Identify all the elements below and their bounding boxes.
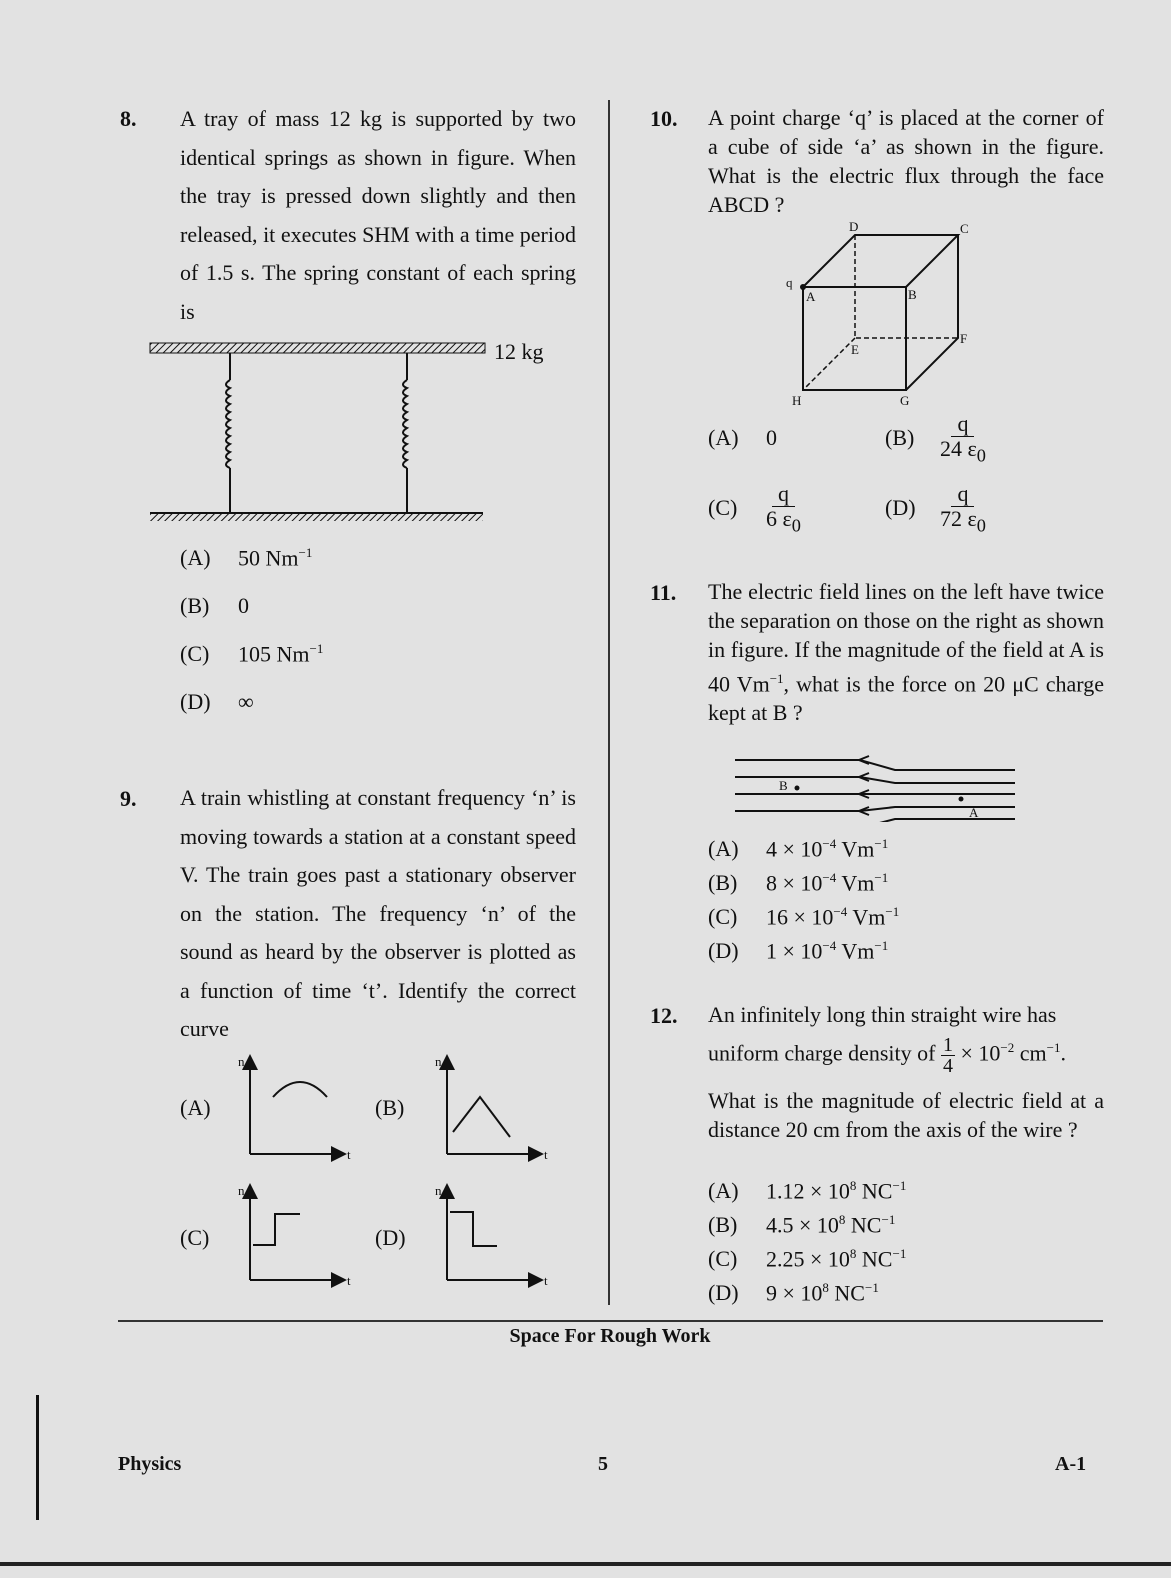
tray: [150, 343, 485, 353]
rough-work-label: Space For Rough Work: [509, 1325, 711, 1347]
svg-text:B: B: [908, 287, 917, 302]
graph-d: [447, 1187, 540, 1280]
q12-number: 12.: [650, 1003, 678, 1028]
q9-option-d-label[interactable]: (D): [375, 1225, 406, 1250]
svg-text:t: t: [347, 1147, 351, 1162]
q8-text: A tray of mass 12 kg is supported by two identical springs as shown in figure. When the tray is pressed down slightly and then released, it executes SHM with a time period of 1.5 s. The spring constant of each spring is: [180, 106, 576, 324]
svg-text:H: H: [792, 393, 802, 408]
option-d[interactable]: (D) $9 \times 10^8$ $NC^{-1}$: [708, 1280, 879, 1306]
svg-text:n: n: [238, 1183, 245, 1198]
svg-text:B: B: [779, 778, 788, 793]
graph-c: [250, 1187, 343, 1280]
svg-text:A: A: [969, 805, 979, 820]
option-b[interactable]: (B) $8 \times 10^{-4}$ $Vm^{-1}$: [708, 870, 889, 896]
option-d[interactable]: (D) ∞: [180, 689, 254, 714]
q10-option-a[interactable]: (A) 0: [708, 425, 777, 450]
q12-text-line2: uniform charge density of $\frac{1}{4}$ × $10^{-2}$ $cm^{-1}$.: [708, 1034, 1066, 1077]
q9-graphs: [235, 1052, 565, 1302]
q10-option-c[interactable]: (C) $\frac{q}{6 \varepsilon_0}$: [708, 481, 801, 536]
q11-options: [708, 836, 899, 972]
graph-b: [447, 1058, 540, 1154]
q8-options: [180, 545, 480, 737]
svg-text:n: n: [435, 1183, 442, 1198]
page-number: 5: [598, 1453, 608, 1475]
option-d[interactable]: (D) $1 \times 10^{-4}$ $Vm^{-1}$: [708, 938, 889, 964]
margin-mark: [36, 1395, 39, 1520]
svg-text:t: t: [544, 1273, 548, 1288]
q9-number: 9.: [120, 786, 137, 811]
rough-work-rule: [118, 1320, 1103, 1322]
q11-field-lines: [735, 752, 1020, 822]
q11-number: 11.: [650, 580, 677, 605]
svg-text:E: E: [851, 342, 859, 357]
q12-text-line3: What is the magnitude of electric field at a distance 20 cm from the axis of the wire ?: [708, 1088, 1104, 1142]
option-a[interactable]: (A) $4 \times 10^{-4}$ $Vm^{-1}$: [708, 836, 889, 862]
q8-number: 8.: [120, 106, 137, 131]
q12-options: [708, 1178, 906, 1314]
booklet-code: A-1: [1055, 1453, 1087, 1475]
option-c[interactable]: (C) 105 $Nm^{-1}$: [180, 641, 324, 667]
option-a[interactable]: (A) $1.12 \times 10^8$ $NC^{-1}$: [708, 1178, 907, 1204]
q10-number: 10.: [650, 106, 678, 131]
q10-option-b[interactable]: (B) $\frac{q}{24 \varepsilon_0}$: [885, 411, 986, 466]
svg-text:F: F: [960, 331, 968, 346]
spring-left: [226, 380, 230, 468]
option-b[interactable]: (B) 0: [180, 593, 249, 618]
option-c[interactable]: (C) $2.25 \times 10^8$ $NC^{-1}$: [708, 1246, 907, 1272]
q10-text: A point charge ‘q’ is placed at the corner of a cube of side ‘a’ as shown in the figure. What is the electric flux through the face ABCD ?: [708, 105, 1104, 217]
option-b[interactable]: (B) $4.5 \times 10^8$ $NC^{-1}$: [708, 1212, 896, 1238]
ground: [150, 514, 483, 521]
svg-text:q: q: [786, 275, 793, 290]
spring-right: [403, 380, 407, 468]
q8-spring-figure: [145, 335, 495, 530]
q10-cube-figure: [770, 215, 990, 410]
svg-text:t: t: [544, 1147, 548, 1162]
q11-text: The electric field lines on the left have twice the separation on those on the right as shown in figure. If the magnitude of the field at A is 40 $Vm^{-1}$, what is the force on 20 μC charge kept at B ?: [708, 579, 1104, 726]
q12-text-line1: An infinitely long thin straight wire has: [708, 1002, 1057, 1027]
q9-option-b-label[interactable]: (B): [375, 1095, 405, 1120]
svg-text:D: D: [849, 219, 859, 234]
svg-text:n: n: [435, 1054, 442, 1069]
q9-option-c-label[interactable]: (C): [180, 1225, 210, 1250]
graph-a: [250, 1058, 343, 1154]
svg-text:G: G: [900, 393, 910, 408]
q8-mass-label: 12 kg: [494, 339, 544, 364]
svg-text:A: A: [806, 289, 816, 304]
option-a[interactable]: (A) 50 $Nm^{-1}$: [180, 545, 313, 571]
svg-text:t: t: [347, 1273, 351, 1288]
bottom-rule: [0, 1562, 1171, 1566]
q10-option-d[interactable]: (D) $\frac{q}{72 \varepsilon_0}$: [885, 481, 986, 536]
column-divider: [608, 100, 610, 1305]
svg-text:C: C: [960, 221, 969, 236]
q9-text: A train whistling at constant frequency ‘n’ is moving towards a station at a constant speed V. The train goes past a stationary observer on the station. The frequency ‘n’ of the sound as heard by the observer is plotted as a function of time ‘t’. Identify the correct curve: [180, 785, 576, 1041]
subject-label: Physics: [118, 1453, 182, 1475]
q9-option-a-label[interactable]: (A): [180, 1095, 211, 1120]
svg-text:n: n: [238, 1054, 245, 1069]
option-c[interactable]: (C) $16 \times 10^{-4}$ $Vm^{-1}$: [708, 904, 900, 930]
